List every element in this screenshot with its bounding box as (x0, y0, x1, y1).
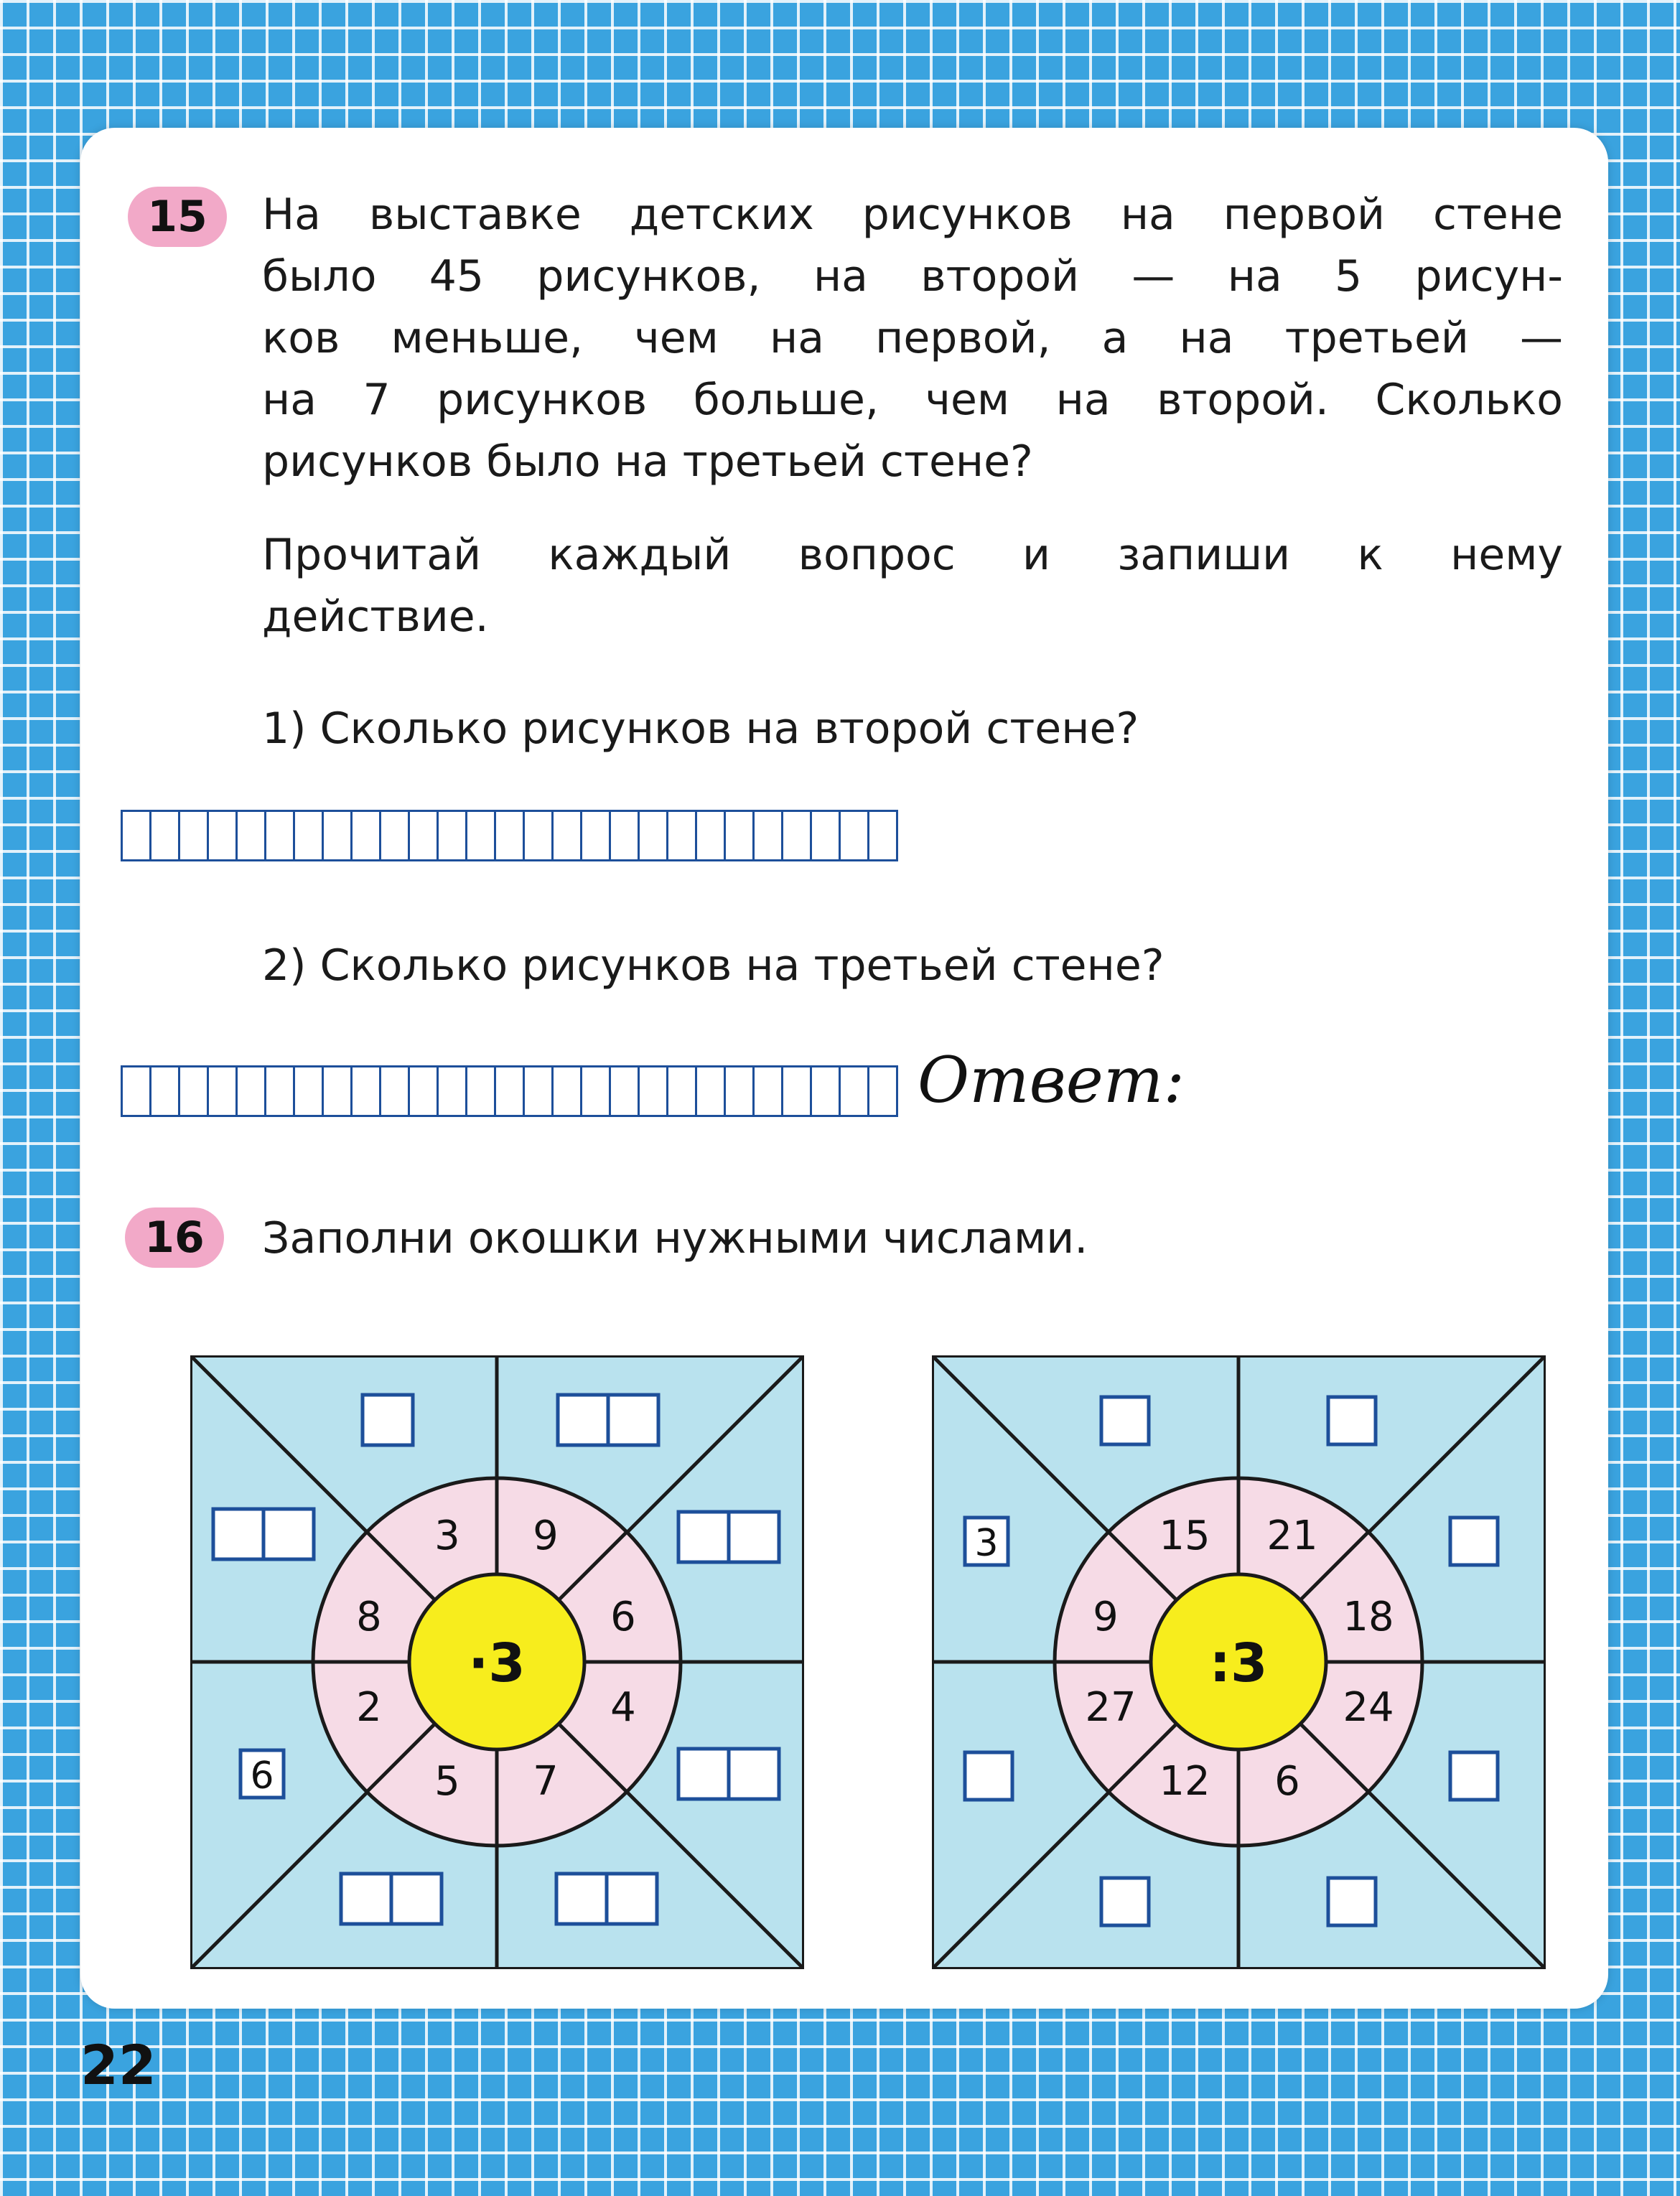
answer-cell[interactable] (149, 810, 180, 861)
ring-number: 7 (533, 1758, 559, 1805)
task-15-badge: 15 (128, 187, 227, 247)
answer-cell[interactable] (437, 1065, 467, 1117)
ring-number: 12 (1159, 1758, 1210, 1805)
ring-number: 18 (1343, 1594, 1394, 1640)
answer-cell[interactable] (695, 810, 726, 861)
answer-cell[interactable] (207, 810, 238, 861)
answer-cell[interactable] (724, 1065, 755, 1117)
answer-cell[interactable] (178, 1065, 209, 1117)
answer-cell[interactable] (494, 810, 525, 861)
answer-cell[interactable] (752, 1065, 783, 1117)
answer-box[interactable] (263, 1509, 314, 1559)
ring-number: 3 (434, 1513, 460, 1559)
left-multiplication-square (190, 1355, 804, 1969)
ring-number: 2 (356, 1684, 382, 1731)
answer-cell[interactable] (551, 1065, 582, 1117)
ring-number: 4 (610, 1684, 636, 1731)
answer-cell[interactable] (781, 810, 812, 861)
answer-cell[interactable] (264, 1065, 295, 1117)
answer-box[interactable] (678, 1749, 729, 1799)
answer-cell[interactable] (724, 810, 755, 861)
answer-cell[interactable] (494, 1065, 525, 1117)
answer-box[interactable] (607, 1874, 657, 1924)
question-2: 2) Сколько рисунков на третьей стене? (262, 940, 1165, 991)
answer-cell[interactable] (523, 810, 554, 861)
problem-line: ков меньше, чем на первой, а на третьей — (262, 313, 1563, 363)
answer-cell[interactable] (178, 810, 209, 861)
answer-cell[interactable] (609, 810, 640, 861)
problem-line: рисунков было на третьей стене? (262, 436, 1033, 487)
answer-box[interactable] (558, 1395, 608, 1445)
ring-number: 21 (1266, 1513, 1318, 1559)
answer-cell[interactable] (379, 1065, 410, 1117)
answer-cells-1[interactable] (121, 810, 896, 861)
answer-box[interactable] (391, 1874, 442, 1924)
answer-cell[interactable] (121, 810, 151, 861)
answer-cell[interactable] (638, 1065, 668, 1117)
problem-line: на 7 рисунков больше, чем на второй. Сколько (262, 375, 1563, 425)
answer-cell[interactable] (839, 1065, 869, 1117)
answer-cell[interactable] (666, 1065, 697, 1117)
answer-box[interactable] (341, 1874, 391, 1924)
ring-number: 15 (1159, 1513, 1210, 1559)
answer-box[interactable] (1450, 1518, 1498, 1565)
answer-cell[interactable] (666, 810, 697, 861)
answer-cell[interactable] (867, 1065, 898, 1117)
answer-cell[interactable] (465, 1065, 496, 1117)
answer-cell[interactable] (580, 810, 611, 861)
answer-cell[interactable] (465, 810, 496, 861)
answer-cell[interactable] (781, 1065, 812, 1117)
ring-number: 9 (533, 1513, 559, 1559)
answer-cell[interactable] (752, 810, 783, 861)
problem-line: было 45 рисунков, на второй — на 5 рисун- (262, 251, 1563, 302)
answer-box[interactable] (729, 1749, 779, 1799)
answer-cell[interactable] (350, 1065, 381, 1117)
answer-cell[interactable] (322, 810, 353, 861)
answer-box[interactable] (1328, 1397, 1376, 1444)
ring-number: 8 (356, 1594, 382, 1640)
task-15-problem (262, 184, 1563, 492)
answer-box[interactable] (1101, 1397, 1149, 1444)
task-16-instruction: Заполни окошки нужными числами. (262, 1213, 1088, 1263)
question-1: 1) Сколько рисунков на второй стене? (262, 704, 1139, 754)
answer-cell[interactable] (810, 810, 841, 861)
answer-cell[interactable] (149, 1065, 180, 1117)
right-division-square (932, 1355, 1546, 1969)
answer-box[interactable] (363, 1395, 413, 1445)
answer-cell[interactable] (235, 1065, 266, 1117)
task-16-badge: 16 (125, 1207, 224, 1268)
answer-box[interactable] (729, 1512, 779, 1562)
instruction-line: действие. (262, 592, 489, 642)
ring-number: 24 (1343, 1684, 1394, 1731)
answer-cells-2[interactable] (121, 1065, 896, 1117)
answer-cell[interactable] (580, 1065, 611, 1117)
answer-cell[interactable] (638, 810, 668, 861)
operation-label: :3 (1209, 1632, 1268, 1694)
instruction-line: Прочитай каждый вопрос и запиши к нему (262, 530, 1563, 580)
ring-number: 9 (1093, 1594, 1119, 1640)
operation-label: ·3 (468, 1632, 526, 1694)
answer-cell[interactable] (264, 810, 295, 861)
ring-number: 27 (1085, 1684, 1137, 1731)
answer-cell[interactable] (609, 1065, 640, 1117)
answer-box[interactable] (1450, 1752, 1498, 1800)
answer-box[interactable] (213, 1509, 263, 1559)
given-answer: 3 (974, 1522, 999, 1565)
answer-cell[interactable] (293, 1065, 324, 1117)
answer-cell[interactable] (293, 810, 324, 861)
page-number: 22 (80, 2033, 157, 2097)
answer-box[interactable] (556, 1874, 607, 1924)
answer-cell[interactable] (867, 810, 898, 861)
answer-cell[interactable] (350, 810, 381, 861)
ring-number: 6 (610, 1594, 636, 1640)
answer-cell[interactable] (839, 810, 869, 861)
answer-box[interactable] (1101, 1878, 1149, 1925)
ring-number: 5 (434, 1758, 460, 1805)
problem-line: На выставке детских рисунков на первой стене (262, 190, 1563, 240)
answer-cell[interactable] (408, 1065, 439, 1117)
answer-cell[interactable] (322, 1065, 353, 1117)
answer-cell[interactable] (408, 810, 439, 861)
answer-label: Ответ: (912, 1041, 1190, 1120)
answer-box[interactable] (678, 1512, 729, 1562)
ring-number: 6 (1274, 1758, 1300, 1805)
given-answer: 6 (250, 1755, 274, 1798)
answer-cell[interactable] (437, 810, 467, 861)
answer-cell[interactable] (551, 810, 582, 861)
answer-box[interactable] (965, 1752, 1012, 1800)
answer-cell[interactable] (810, 1065, 841, 1117)
answer-cell[interactable] (695, 1065, 726, 1117)
answer-cell[interactable] (207, 1065, 238, 1117)
answer-cell[interactable] (379, 810, 410, 861)
answer-cell[interactable] (523, 1065, 554, 1117)
answer-box[interactable] (608, 1395, 658, 1445)
answer-cell[interactable] (235, 810, 266, 861)
answer-box[interactable] (1328, 1878, 1376, 1925)
task-15-instruction (262, 524, 1563, 648)
answer-cell[interactable] (121, 1065, 151, 1117)
